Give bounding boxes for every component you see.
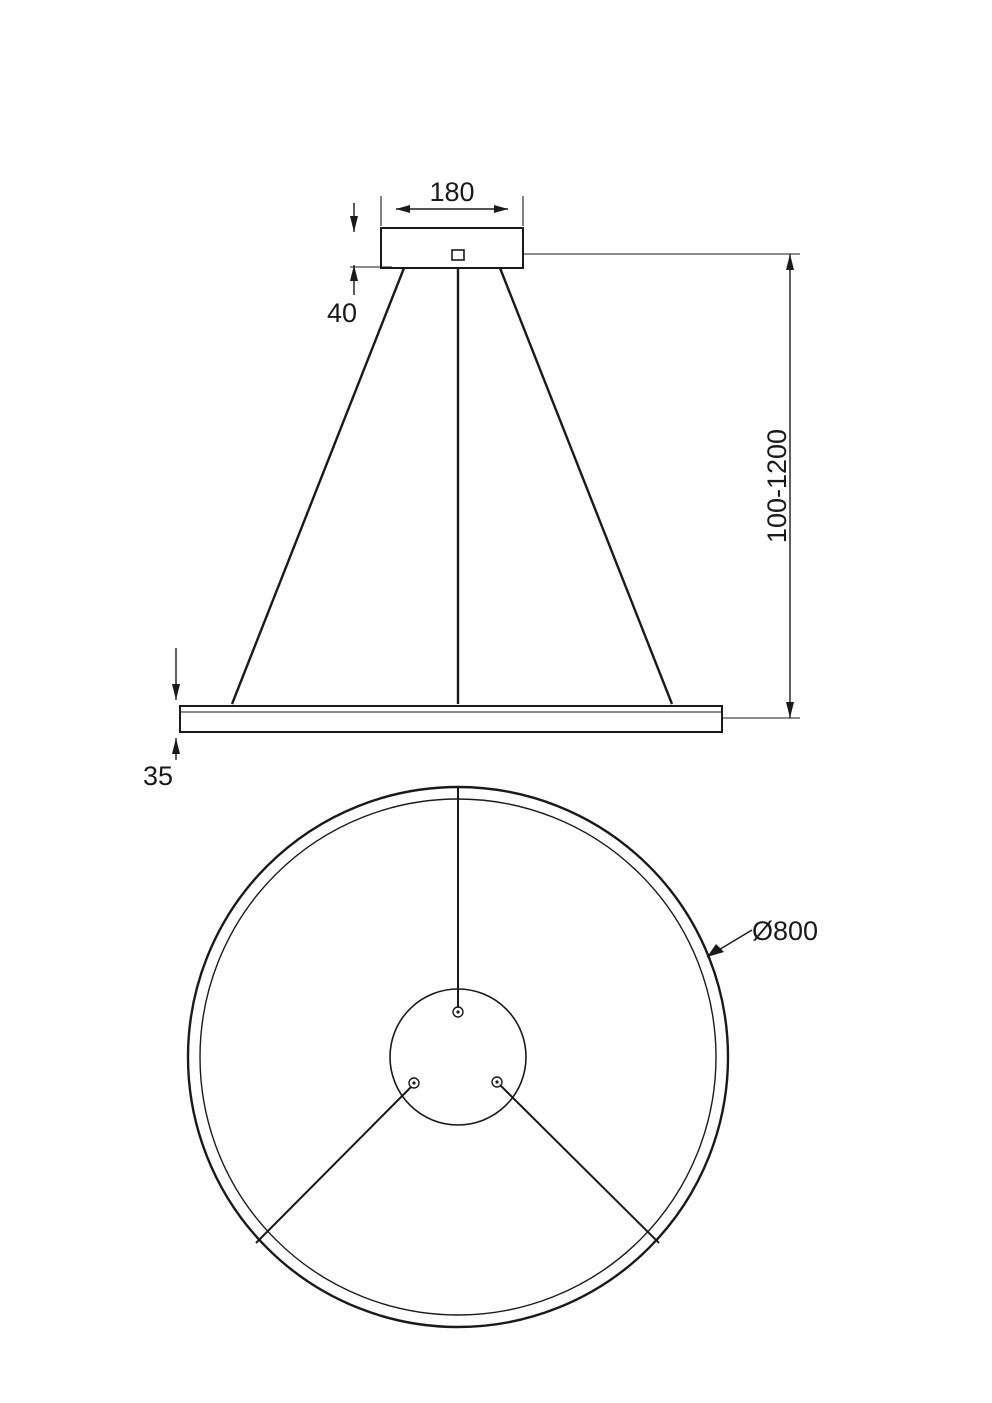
wire-anchor-lower-right-dot: [495, 1080, 498, 1083]
dim-arrow-suspension-bottom: [786, 702, 794, 718]
dimension-ring-diameter: [707, 916, 818, 957]
canopy-body: [381, 228, 523, 268]
dim-arrow-suspension-top: [786, 254, 794, 270]
dim-label-suspension-height: 100-1200: [762, 428, 792, 544]
dim-arrow-35-lower: [172, 738, 180, 754]
suspension-wire-left: [232, 268, 404, 704]
dim-arrow-35-upper: [172, 684, 180, 700]
dimension-canopy-width: [381, 177, 523, 226]
dim-label-ring-diameter: Ø800: [752, 916, 819, 946]
dim-label-ring-thickness: 35: [142, 761, 174, 791]
dim-label-canopy-height: 40: [326, 298, 358, 328]
front-elevation-view: [143, 177, 800, 791]
dim-arrow-diameter: [707, 944, 724, 957]
dim-arrow-180-right: [494, 205, 508, 213]
wire-anchor-top-dot: [456, 1010, 459, 1013]
top-plan-view: [188, 787, 818, 1327]
canopy-center-connector: [452, 250, 464, 260]
dim-arrow-180-left: [396, 205, 410, 213]
dimension-ring-thickness: [143, 648, 180, 791]
wire-anchor-lower-left-dot: [412, 1081, 415, 1084]
plan-wire-lower-left: [256, 1083, 415, 1243]
suspension-wire-right: [500, 268, 672, 704]
plan-wire-lower-right: [497, 1082, 659, 1243]
dim-label-canopy-width: 180: [429, 177, 475, 207]
ring-edge-profile: [180, 706, 722, 732]
dimension-suspension-height: [523, 254, 800, 718]
dim-arrow-40-upper: [350, 216, 358, 232]
